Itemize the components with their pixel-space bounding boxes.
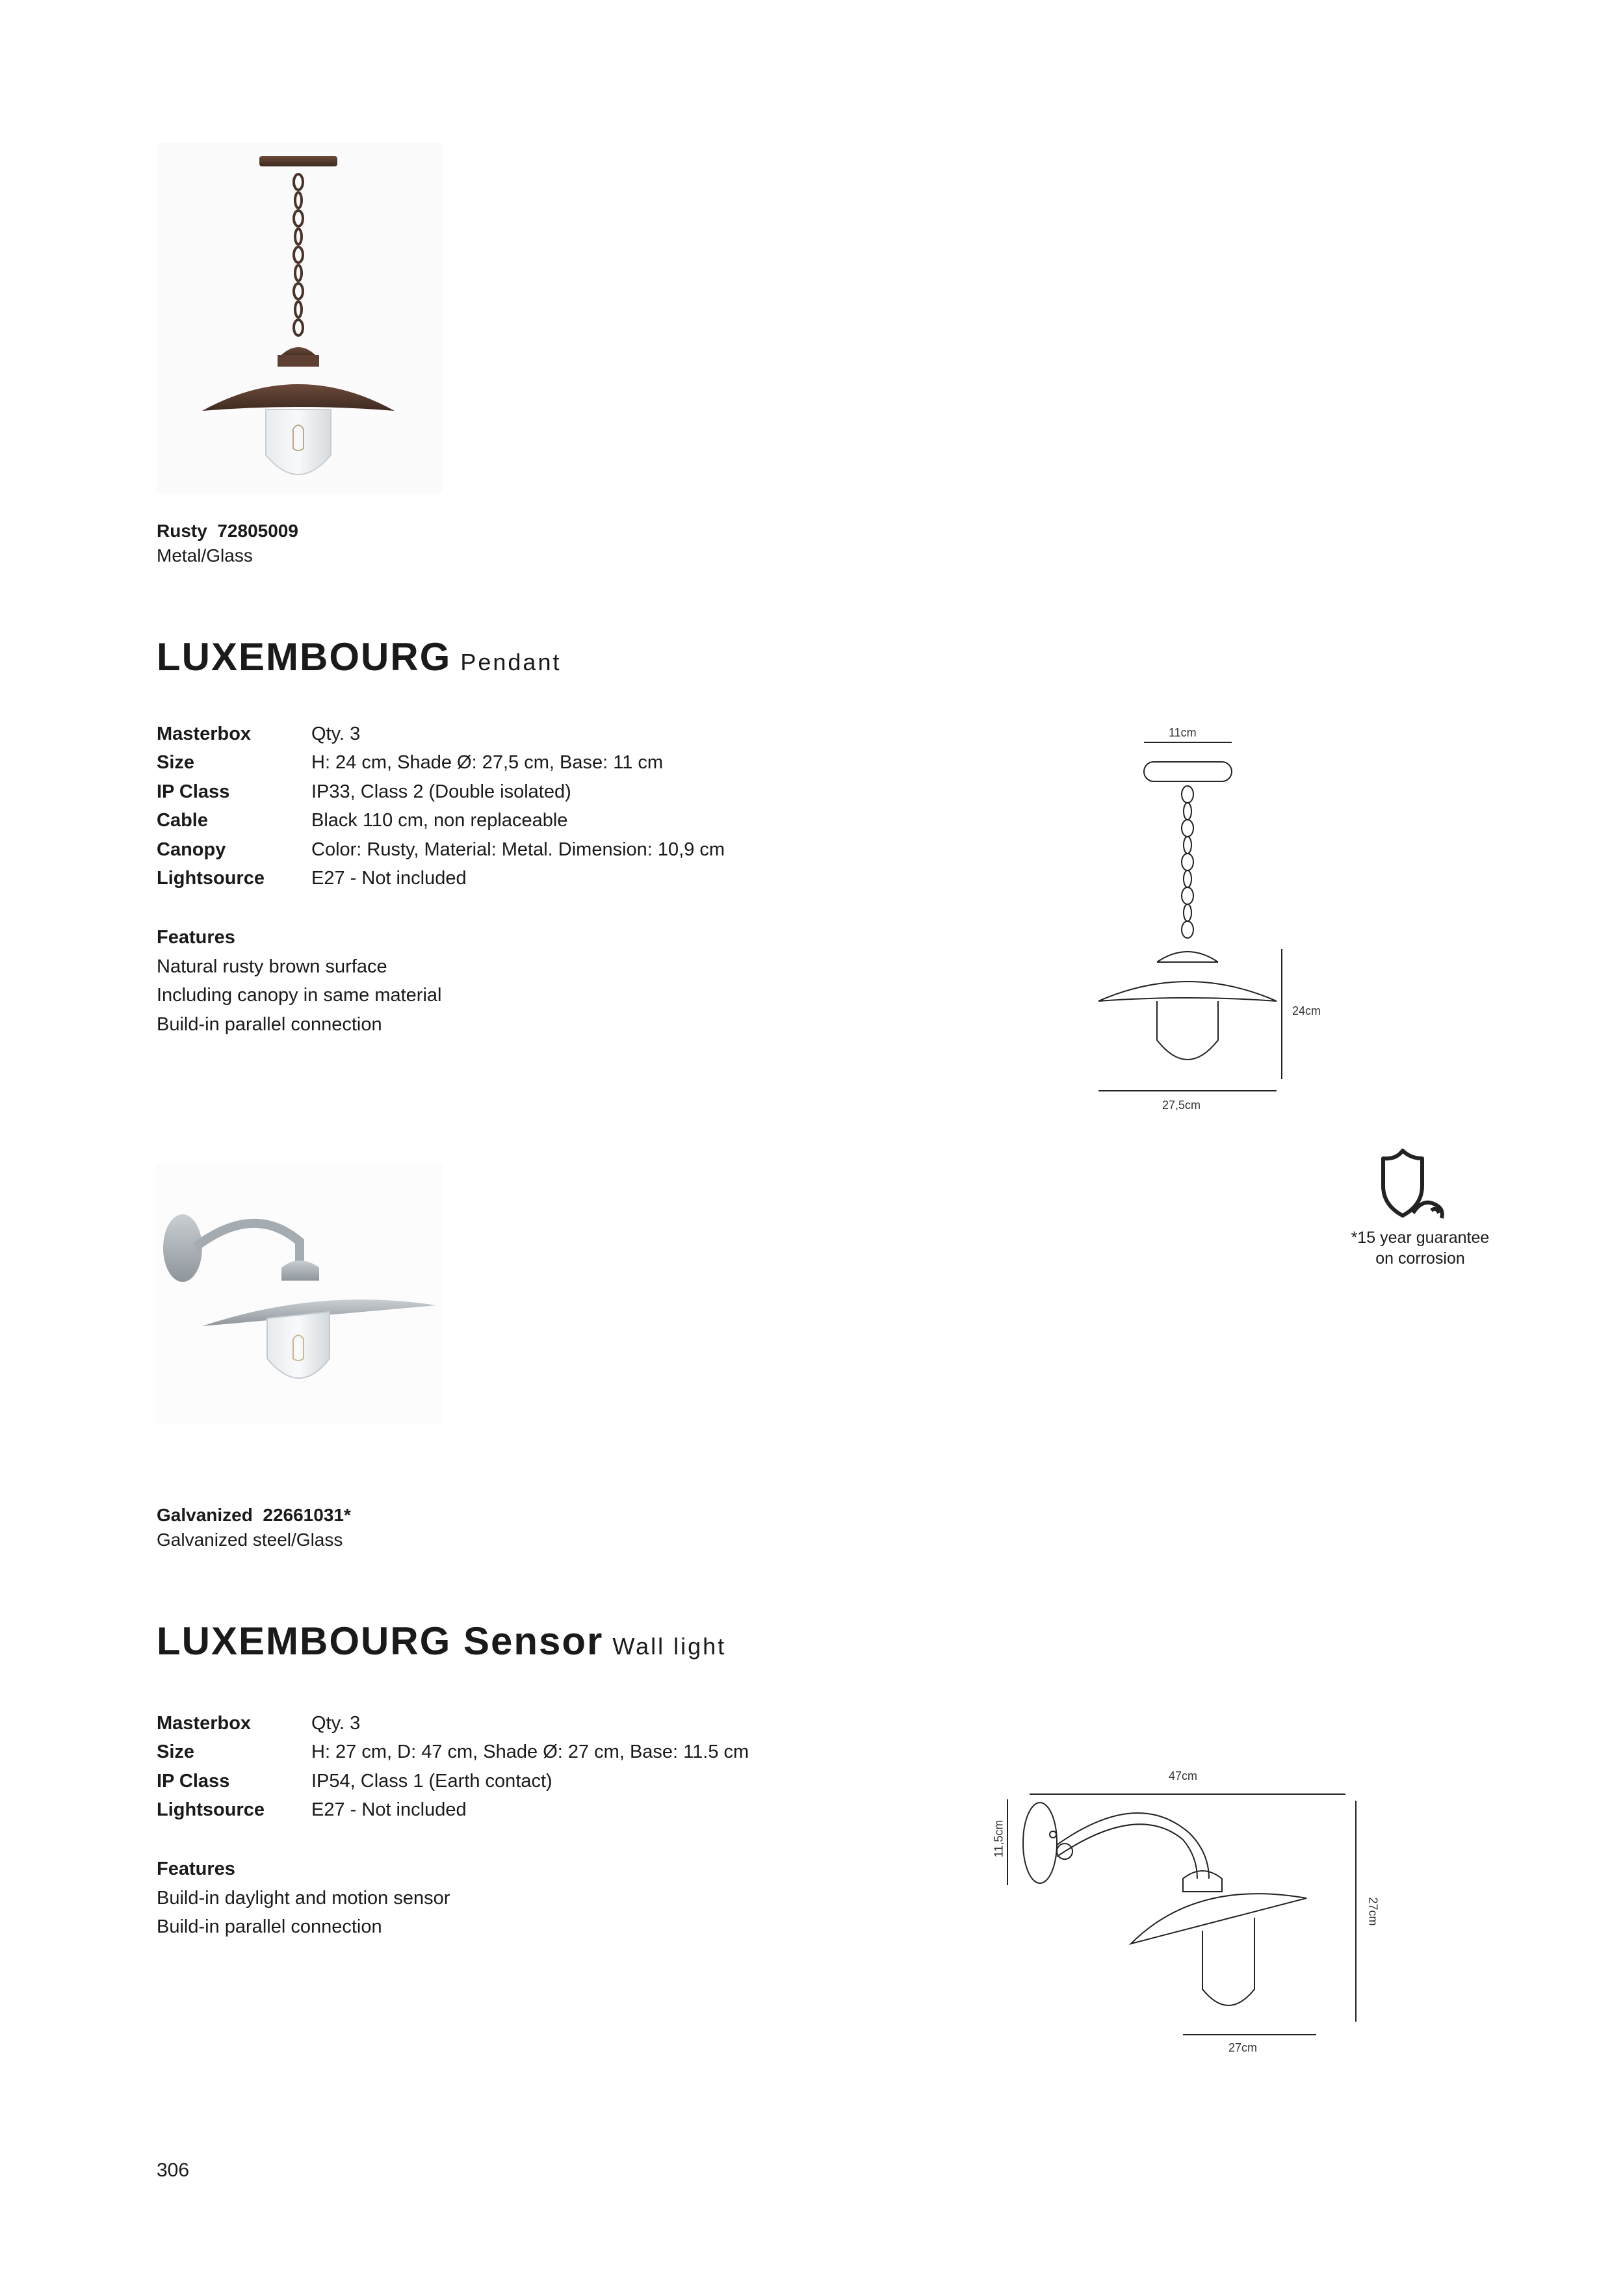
pendant-title (157, 634, 561, 679)
wall-light-product-name: LUXEMBOURG Sensor (157, 1619, 604, 1663)
pendant-variant-name: Rusty 72805009 (157, 521, 298, 541)
wall-light-features (157, 1855, 450, 1942)
page-number: 306 (157, 2159, 190, 2181)
features-heading: Features (157, 927, 235, 948)
spec-row: Size H: 24 cm, Shade Ø: 27,5 cm, Base: 11 cm (157, 752, 664, 774)
wall-light-dimension-drawing (988, 1775, 1404, 2048)
features-heading: Features (157, 1859, 235, 1879)
wall-light-dim-shade: 27cm (1228, 2041, 1258, 2054)
guarantee-line1: *15 year guarantee (1351, 1229, 1490, 1247)
guarantee-line2: on corrosion (1375, 1249, 1465, 1268)
wall-light-product-photo (157, 1164, 443, 1424)
wall-light-dim-depth: 47cm (1169, 1769, 1198, 1782)
pendant-features (157, 923, 441, 1039)
spec-row: Masterbox Qty. 3 (157, 723, 361, 744)
spec-row: Lightsource E27 - Not included (157, 1799, 467, 1821)
spec-row: Lightsource E27 - Not included (157, 868, 467, 889)
wall-light-dim-height: 27cm (1366, 1897, 1380, 1926)
spec-row: IP Class IP54, Class 1 (Earth contact) (157, 1770, 552, 1792)
pendant-dim-height: 24cm (1292, 1004, 1321, 1017)
spec-row: Size H: 27 cm, D: 47 cm, Shade Ø: 27 cm, Base: 11.5 cm (157, 1742, 749, 1763)
spec-row: Masterbox Qty. 3 (157, 1712, 361, 1734)
wall-light-title (157, 1619, 726, 1663)
wall-light-product-type: Wall light (612, 1633, 727, 1660)
feature-item: Including canopy in same material (157, 985, 442, 1006)
shield-wave-icon (1377, 1145, 1461, 1223)
wall-light-variant (157, 1503, 351, 1552)
pendant-product-type: Pendant (460, 649, 562, 675)
pendant-spec-table (157, 720, 725, 893)
spec-row: Cable Black 110 cm, non replaceable (157, 810, 568, 831)
wall-light-variant-name: Galvanized 22661031* (157, 1505, 351, 1525)
pendant-variant-material: Metal/Glass (157, 545, 253, 566)
wall-light-spec-table (157, 1709, 749, 1825)
spec-row: Canopy Color: Rusty, Material: Metal. Dimension: 10,9 cm (157, 839, 725, 860)
pendant-dim-base: 11cm (1169, 726, 1197, 739)
feature-item: Build-in parallel connection (157, 1916, 382, 1937)
pendant-dim-shade: 27,5cm (1162, 1099, 1201, 1112)
guarantee-text (1319, 1227, 1521, 1269)
pendant-product-name: LUXEMBOURG (157, 635, 452, 679)
feature-item: Natural rusty brown surface (157, 956, 387, 977)
pendant-variant (157, 519, 298, 568)
feature-item: Build-in parallel connection (157, 1013, 382, 1035)
spec-row: IP Class IP33, Class 2 (Double isolated) (157, 781, 571, 802)
feature-item: Build-in daylight and motion sensor (157, 1887, 450, 1909)
pendant-product-photo (157, 143, 443, 494)
pendant-dimension-drawing (1085, 735, 1332, 1112)
wall-light-dim-base: 11,5cm (992, 1820, 1006, 1858)
wall-light-variant-material: Galvanized steel/Glass (157, 1530, 343, 1550)
